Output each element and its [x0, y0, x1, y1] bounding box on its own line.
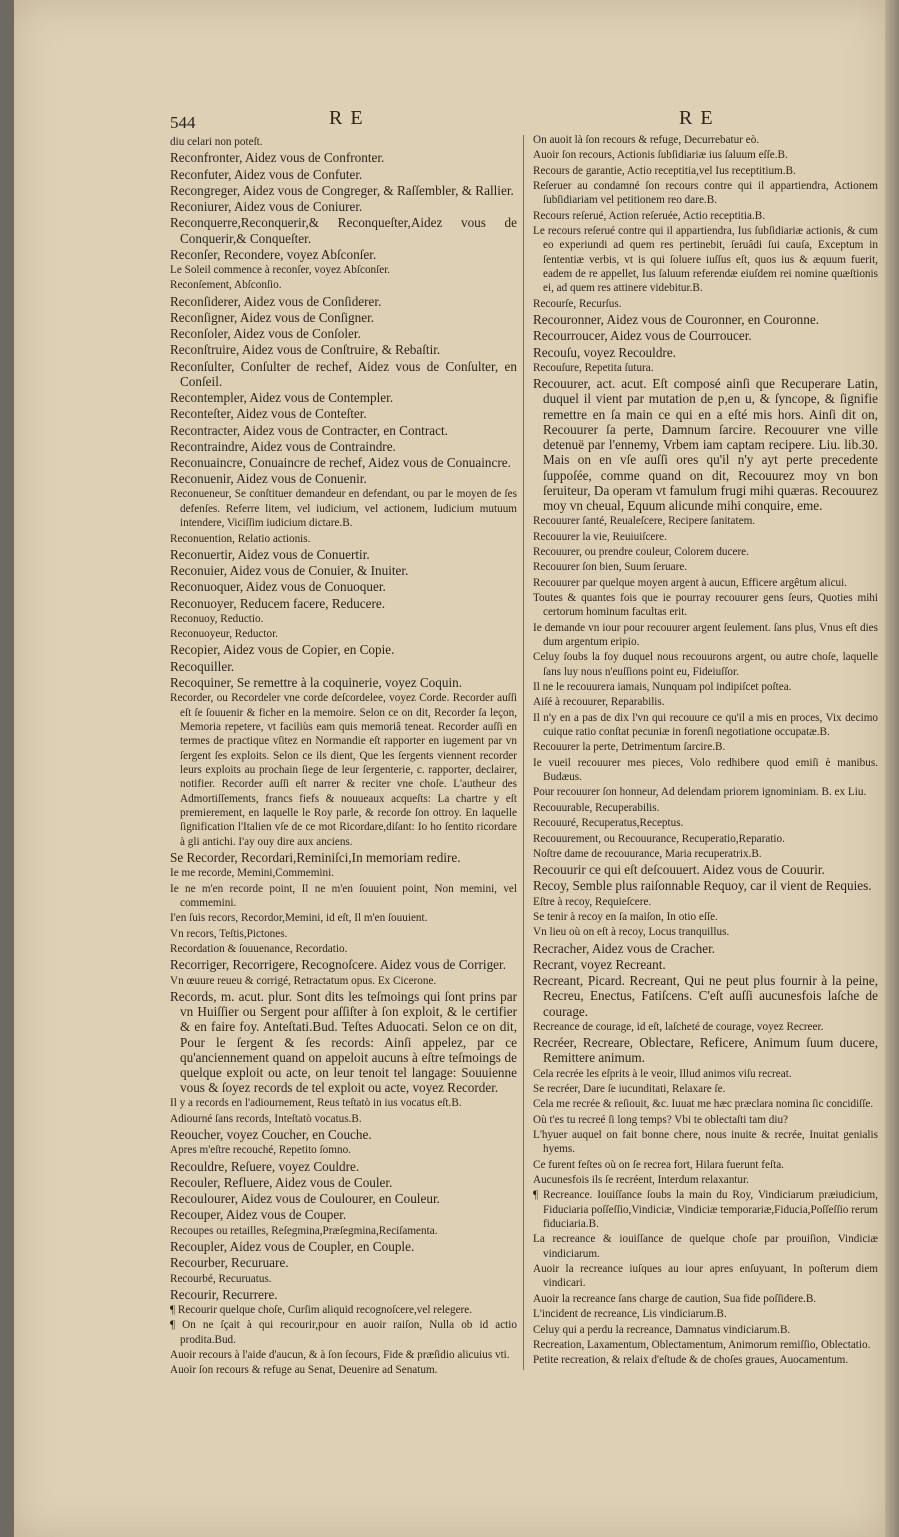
dictionary-entry: Auoir la recreance ſans charge de caution, Sua fide poſſidere.B. — [533, 1292, 817, 1305]
dictionary-entry: Auoir ſon recours & refuge au Senat, Deuenire ad Senatum. — [170, 1364, 438, 1377]
dictionary-entry: Reconueneur, Se conſtituer demandeur en defendant, ou par le moyen de ſes defenſes. Referre litem, vel iudicium, vel actionem, Iudicium mutuum intendere, Viciſſim iudicium dictare.B. — [170, 488, 517, 530]
dictionary-entry: Recouurer, ou prendre couleur, Colorem ducere. — [533, 545, 749, 558]
dictionary-entry: Vn œuure reueu & corrigé, Retractatum opus. Ex Cicerone. — [170, 974, 437, 987]
dictionary-entry: Reconuoyer, Reducem facere, Reducere. — [170, 595, 386, 611]
dictionary-entry: Reconfuter, Aidez vous de Confuter. — [170, 166, 363, 182]
dictionary-entry: diu celari non poteſt. — [170, 136, 263, 148]
dictionary-entry: Reconquerre,Reconquerir,& Reconqueſter,Aidez vous de Conquerir,& Conqueſter. — [170, 215, 517, 246]
dictionary-entry: Recoquiller. — [170, 658, 235, 674]
dictionary-entry: Recreance de courage, id eſt, laſcheté de courage, voyez Recreer. — [533, 1020, 824, 1033]
dictionary-entry: Recontracter, Aidez vous de Contracter, en Contract. — [170, 422, 448, 438]
dictionary-entry: L'hyuer auquel on fait bonne chere, nous inuite & recrée, Inuitat genialis hyems. — [533, 1129, 878, 1156]
dictionary-entry: Recracher, Aidez vous de Cracher. — [533, 940, 716, 956]
dictionary-entry: ¶ Recourir quelque choſe, Curſim aliquid recognoſcere,vel relegere. — [170, 1304, 473, 1317]
dictionary-entry: Recorder, ou Recordeler vne corde deſcordelee, voyez Corde. Recorder auſſi eſt ſe ſouuenir & ficher en la memoire. Selon ce on dit, Recorder ſa leçon, Memoria repetere, vt faciliùs eam quis memoriâ teneat. Recorder auſſi en termes de practique vſitez en Normandie eſt rapporter en iugement par vn ſergent ſes exploits. Selon ce ils dient, Que les ſergents viennent recorder leurs exploits au prochain ſiege de leur ſergenterie, c. rapporter, declairer, notifier. Recorder auſſi eſt narrer & reciter vne choſe. L'autheur des Admortiſſements, francs fiefs & nouueaux acqueſts: La chartre y eſt premierement, en laquelle le Roy parle, & recorde ſon ottroy. En laquelle ſignification l'Italien vſe de ce mot Ricordare,diſant: Io ho ſentito ricordare à gli antichi. I'ay ouy dire aux anciens. — [170, 692, 517, 848]
next-page-edge — [885, 0, 899, 1537]
dictionary-entry: Auoir la recreance iuſques au iour apres enſuyuant, In poſterum diem vindicari. — [533, 1263, 878, 1290]
dictionary-entry: Reconſulter, Conſulter de rechef, Aidez vous de Conſulter, en Conſeil. — [170, 358, 517, 389]
dictionary-entry: Ie me recorde, Memini,Commemini. — [170, 867, 335, 880]
dictionary-entry: Recoulourer, Aidez vous de Coulourer, en Couleur. — [170, 1191, 440, 1207]
dictionary-entry: Apres m'eſtre recouché, Repetito ſomno. — [170, 1144, 351, 1157]
dictionary-entry: I'en ſuis recors, Recordor,Memini, id eſt, Il m'en ſouuient. — [170, 912, 428, 925]
dictionary-entry: L'incident de recreance, Lis vindiciarum.B. — [533, 1308, 727, 1321]
dictionary-entry: Recouurer par quelque moyen argent à aucun, Efficere argêtum alicui. — [533, 576, 848, 589]
dictionary-entry: Reconuoyeur, Reductor. — [170, 628, 278, 641]
dictionary-entry: Cela recrée les eſprits à le veoir, Illud animos viſu recreat. — [533, 1067, 792, 1080]
dictionary-entry: Il n'y en a pas de dix l'vn qui recouure ce qu'il a mis en proces, Vix decimo cuique ratio conſtat pecuniæ in forenſi negotiatione occupatæ.B. — [533, 711, 878, 739]
dictionary-entry: Recouldre, Reſuere, voyez Couldre. — [170, 1158, 360, 1174]
dictionary-entry: Recouurer la perte, Detrimentum ſarcire.B. — [533, 741, 726, 754]
dictionary-entry: Recongreger, Aidez vous de Congreger, & Raſſembler, & Rallier. — [170, 182, 514, 198]
dictionary-entry: Recordation & ſouuenance, Recordatio. — [170, 942, 348, 955]
dictionary-entry: Recourir, Recurrere. — [170, 1286, 278, 1302]
dictionary-entry: Records, m. acut. plur. Sont dits les teſmoings qui ſont prins par vn Huiſſier ou Sergent pour aſſiſter à ſon exploit, & le certifier & en faire foy. Anteſtati.Bud. Teſtes Aduocati. Selon ce on dit, Pour le ſergent & ſes records: Ainſi appelez, par ce qu'anciennement quand on appeloit aucuns à eſtre teſmoings de quelque exploit ou acte, on leur tenoit tel langage: Souuienne vous & ſoyez records de tel exploit ou acte, voyez Recorder. — [170, 988, 517, 1096]
dictionary-entry: Auoir ſon recours, Actionis ſubſidiariæ ius ſaluum eſſe.B. — [533, 149, 788, 162]
dictionary-entry: Reconuertir, Aidez vous de Conuertir. — [170, 546, 370, 562]
dictionary-entry: Recouronner, Aidez vous de Couronner, en Couronne. — [533, 312, 820, 328]
dictionary-entry: Recoupler, Aidez vous de Coupler, en Couple. — [170, 1239, 415, 1255]
left-column — [170, 135, 517, 1379]
dictionary-entry: Eſtre à recoy, Requieſcere. — [533, 895, 652, 908]
dictionary-entry: Reconuaincre, Conuaincre de rechef, Aidez vous de Conuaincre. — [170, 455, 511, 471]
column-rule — [523, 135, 524, 1370]
page-number: 544 — [170, 113, 196, 132]
dictionary-entry: Recontraindre, Aidez vous de Contraindre. — [170, 438, 396, 454]
dictionary-entry: Reconuention, Relatio actionis. — [170, 532, 311, 545]
dictionary-entry: Recouurable, Recuperabilis. — [533, 801, 660, 814]
dictionary-entry: Recourber, Recuruare. — [170, 1255, 289, 1271]
dictionary-entry: Reconſer, Recondere, voyez Abſconſer. — [170, 246, 377, 262]
dictionary-entry: Recouurement, ou Recouurance, Recuperatio,Reparatio. — [533, 832, 785, 845]
dictionary-entry: Recoy, Semble plus raiſonnable Requoy, car il vient de Requies. — [533, 878, 872, 894]
dictionary-entry: Reconſoler, Aidez vous de Conſoler. — [170, 326, 361, 342]
dictionary-entry: Reconſtruire, Aidez vous de Conſtruire, & Rebaſtir. — [170, 342, 441, 358]
dictionary-entry: Aucunesfois ils ſe recréent, Interdum relaxantur. — [533, 1174, 749, 1187]
dictionary-entry: Vn recors, Teſtis,Pictones. — [170, 927, 288, 940]
dictionary-entry: Recouler, Refluere, Aidez vous de Couler. — [170, 1174, 393, 1190]
dictionary-entry: Reconteſter, Aidez vous de Conteſter. — [170, 406, 367, 422]
dictionary-entry: Recouurir ce qui eſt deſcouuert. Aidez vous de Couurir. — [533, 862, 825, 878]
dictionary-entry: Ce furent feſtes où on ſe recrea fort, Hilara fuerunt feſta. — [533, 1158, 784, 1171]
dictionary-entry: Auoir recours à l'aide d'aucun, & à ſon ſecours, Fide & præſidio alicuius vti. — [170, 1349, 510, 1362]
dictionary-entry: Recourroucer, Aidez vous de Courroucer. — [533, 328, 752, 344]
dictionary-entry: Recours reſerué, Action reſeruée, Actio receptitia.B. — [533, 209, 766, 222]
dictionary-entry: Reconſigner, Aidez vous de Conſigner. — [170, 309, 375, 325]
dictionary-entry: Reconiurer, Aidez vous de Coniurer. — [170, 199, 363, 215]
dictionary-entry: Recorriger, Recorrigere, Recognoſcere. Aidez vous de Corriger. — [170, 957, 507, 973]
dictionary-entry: Reconuenir, Aidez vous de Conuenir. — [170, 471, 367, 487]
dictionary-entry: Reconuoy, Reductio. — [170, 612, 264, 625]
dictionary-entry: Toutes & quantes fois que ie pourray recouurer gens ſeurs, Quoties mihi certorum hominum facultas erit. — [533, 592, 878, 619]
dictionary-entry: Reconſement, Abſconſio. — [170, 279, 282, 292]
dictionary-entry: Celuy ſoubs la foy duquel nous recouurons argent, ou autre choſe, laquelle ſans luy nous n'euſſions point eu, Fideiuſſor. — [533, 651, 878, 678]
dictionary-entry: Recreant, Picard. Recreant, Qui ne peut plus fournir à la peine, Recreu, Enectus, Fatiſcens. C'eſt auſſi aucunesfois laſche de courage. — [533, 973, 878, 1019]
dictionary-entry: Recouuré, Recuperatus,Receptus. — [533, 817, 684, 830]
dictionary-entry: Reoucher, voyez Coucher, en Couche. — [170, 1127, 372, 1143]
dictionary-entry: ¶ On ne ſçait à qui recourir,pour en auoir raiſon, Nulla ob id actio prodita.Bud. — [170, 1319, 517, 1346]
dictionary-entry: Recouurer ſanté, Reualeſcere, Recipere ſanitatem. — [533, 515, 756, 528]
dictionary-entry: Recours de garantie, Actio receptitia,vel Ius receptitium.B. — [533, 164, 796, 177]
dictionary-entry: Recouper, Aidez vous de Couper. — [170, 1207, 347, 1223]
dictionary-entry: Reconuier, Aidez vous de Conuier, & Inuiter. — [170, 563, 409, 579]
dictionary-entry: Reconfronter, Aidez vous de Confronter. — [170, 150, 385, 166]
dictionary-entry: Recrant, voyez Recreant. — [533, 956, 666, 972]
dictionary-entry: Reconſiderer, Aidez vous de Conſiderer. — [170, 293, 382, 309]
dictionary-entry: Ie ne m'en recorde point, Il ne m'en ſouuient point, Non memini, vel commemini. — [170, 882, 517, 909]
dictionary-entry: Pour recouurer ſon honneur, Ad delendam priorem ignominiam. B. ex Liu. — [533, 786, 867, 799]
dictionary-entry: Reconuoquer, Aidez vous de Conuoquer. — [170, 579, 386, 595]
dictionary-entry: Recouſu, voyez Recouldre. — [533, 344, 676, 360]
dictionary-entry: Recourbé, Recuruatus. — [170, 1272, 272, 1285]
dictionary-entry: Se recréer, Dare ſe iucunditati, Relaxare ſe. — [533, 1083, 726, 1096]
dictionary-entry: Recouſure, Repetita ſutura. — [533, 361, 654, 374]
right-column — [533, 133, 878, 1369]
dictionary-entry: Le recours reſerué contre qui il appartiendra, Ius ſubſidiariæ actionis, & cum eo experiundi ad quem res pertinebit, ſeruâdi ſui cauſa, Exceptum in ſententiæ verbis, vt is qui ſoluere iuſſus eſt, quos ius & æquum fuerit, eadem de re appellet, Ius ſaluum referendæ eiuſdem rei nomine quæſtionis ei, ad quem res attinere videbitur.B. — [533, 225, 878, 295]
dictionary-entry: Où t'es tu recreé ſi long temps? Vbi te oblectaſti tam diu? — [533, 1113, 789, 1126]
dictionary-entry: Recréer, Recreare, Oblectare, Reficere, Animum ſuum ducere, Remittere animum. — [533, 1035, 878, 1066]
dictionary-entry: Recoupes ou retailles, Reſegmina,Præſegmina,Reciſamenta. — [170, 1224, 438, 1237]
dictionary-entry: Ie vueil recouurer mes pieces, Volo redhibere quod emiſi è manibus. Budæus. — [533, 756, 878, 784]
dictionary-entry: Cela me recrée & reſiouit, &c. Iuuat me hæc præclara nomina ſic concidiſſe. — [533, 1098, 874, 1111]
dictionary-entry: ¶ Recreance. Iouiſſance ſoubs la main du Roy, Vindiciarum præiudicium, Fiduciaria poſſeſſio,Vindiciæ, Vindiciæ temporariæ,Fiducia,Poſſeſſio rerum fiduciaria.B. — [533, 1189, 878, 1231]
dictionary-entry: Recontempler, Aidez vous de Contempler. — [170, 390, 394, 406]
dictionary-entry: Vn lieu où on eſt à recoy, Locus tranquillus. — [533, 926, 730, 939]
dictionary-entry: Recourſe, Recurſus. — [533, 297, 622, 310]
dictionary-entry: Recopier, Aidez vous de Copier, en Copie. — [170, 642, 395, 658]
dictionary-entry: Aiſé à recouurer, Reparabilis. — [533, 696, 665, 709]
dictionary-entry: Se Recorder, Recordari,Reminiſci,In memoriam redire. — [170, 849, 461, 865]
dictionary-entry: Recouurer, act. acut. Eſt composé ainſi que Recuperare Latin, duquel il vient par mutation de p,en u, & ſyncope, & ſignifie remettre en ſa main ce qui en a eſté mis hors. Ainſi dit on, Recouurer ſa perte, Damnum ſarcire. Recouurer vne ville detenuë par l'ennemy, Vrbem iam captam recipere. Liu. lib.30. Mais on en vſe auſſi ores qu'il n'y ayt perte precedente ſuppoſée, comme quand on dit, Recouurez moy vn bon ſeruiteur, Da operam vt famulum frugi mihi quæras. Recouurez moy vn cheual, Equum alicunde mihi conquire, eme. — [533, 376, 878, 514]
dictionary-entry: Reſeruer au condamné ſon recours contre qui il appartiendra, Actionem ſubſidiariam vel petitionem reo dare.B. — [533, 180, 878, 207]
running-head-right: RE — [679, 107, 721, 129]
dictionary-entry: Recreation, Laxamentum, Oblectamentum, Animorum remiſſio, Oblectatio. — [533, 1338, 871, 1351]
dictionary-entry: Adiourné ſans records, Inteſtatò vocatus.B. — [170, 1112, 362, 1125]
dictionary-entry: Il y a records en l'adiournement, Reus teſtatò in ius vocatus eſt.B. — [170, 1097, 462, 1110]
dictionary-entry: La recreance & iouiſſance de quelque choſe par prouiſion, Vindiciæ vindiciarum. — [533, 1233, 878, 1260]
dictionary-entry: Se tenir à recoy en ſa maiſon, In otio eſſe. — [533, 911, 718, 923]
dictionary-entry: Celuy qui a perdu la recreance, Damnatus vindiciarum.B. — [533, 1323, 791, 1336]
dictionary-entry: Il ne le recouurera iamais, Nunquam pol indipiſcet poſtea. — [533, 681, 792, 694]
running-head-left: RE — [329, 107, 371, 129]
dictionary-entry: Recouurer la vie, Reuiuiſcere. — [533, 530, 667, 543]
dictionary-entry: Recouurer ſon bien, Suum ſeruare. — [533, 561, 688, 574]
dictionary-entry: Petite recreation, & relaix d'eſtude & de choſes graues, Auocamentum. — [533, 1354, 849, 1367]
dictionary-entry: Le Soleil commence à reconſer, voyez Abſconſer. — [170, 263, 391, 276]
dictionary-entry: Ie demande vn iour pour recouurer argent ſeulement. ſans plus, Vnus eſt dies dum argentum eripio. — [533, 621, 878, 649]
dictionary-entry: Recoquiner, Se remettre à la coquinerie, voyez Coquin. — [170, 674, 463, 690]
dictionary-entry: On auoit là ſon recours & refuge, Decurrebatur eò. — [533, 134, 760, 146]
dictionary-entry: Noſtre dame de recouurance, Maria recuperatrix.B. — [533, 847, 762, 860]
